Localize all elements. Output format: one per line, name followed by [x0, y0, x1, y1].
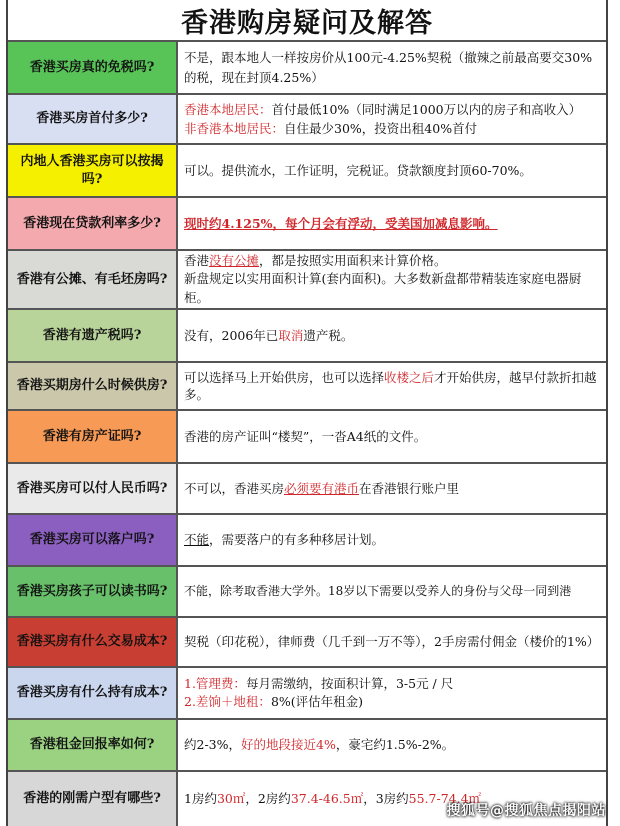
question-cell: 香港买房可以落户吗? — [8, 515, 178, 565]
faq-row-downpayment — [8, 95, 606, 145]
question-cell: 香港有遗产税吗? — [8, 310, 178, 361]
faq-row-transaction-cost — [8, 618, 606, 668]
faq-row-offplan — [8, 363, 606, 411]
answer-cell: 可以选择马上开始供房，也可以选择收楼之后才开始供房，越早付款折扣越多。 — [184, 369, 597, 402]
faq-row-deed — [8, 411, 606, 464]
question-cell: 香港买房首付多少? — [8, 95, 178, 143]
faq-row-holding-cost — [8, 668, 606, 720]
page-title: 香港购房疑问及解答 — [8, 0, 606, 42]
faq-row-inheritance — [8, 310, 606, 363]
faq-row-interest — [8, 198, 606, 251]
question-cell: 香港买房有什么交易成本? — [8, 618, 178, 666]
watermark: 搜狐号@搜狐焦点揭阳站 — [446, 803, 606, 819]
faq-row-rental-yield — [8, 720, 606, 772]
answer-cell: 香港没有公摊，都是按照实用面积来计算价格。 新盘规定以实用面积计算(套内面积)。大多数新盘都带精装连家庭电器厨柜。 — [184, 253, 582, 305]
faq-row-shared-area — [8, 251, 606, 310]
answer-cell: 不能，除考取香港大学外。18岁以下需要以受养人的身份与父母一同到港 — [184, 584, 572, 599]
question-cell: 香港买房有什么持有成本? — [8, 668, 178, 718]
answer-cell: 契税（印花税），律师费（几千到一万不等），2手房需付佣金（楼价的1%） — [184, 633, 600, 649]
faq-row-schooling — [8, 567, 606, 618]
answer-cell: 约2-3%，好的地段接近4%，豪宅约1.5%-2%。 — [184, 737, 455, 753]
faq-row-tax — [8, 42, 606, 95]
answer-cell: 香港的房产证叫“楼契”，一沓A4纸的文件。 — [184, 428, 427, 444]
question-cell: 香港买房孩子可以读书吗? — [8, 567, 178, 616]
answer-cell: 不能，需要落户的有多种移居计划。 — [184, 532, 385, 548]
answer-cell: 没有，2006年已取消遗产税。 — [184, 327, 354, 343]
question-cell: 香港有房产证吗? — [8, 411, 178, 462]
answer-cell: 香港本地居民：首付最低10%（同时满足1000万以内的房子和高收入） 非香港本地居民：自住最少30%，投资出租40%首付 — [184, 101, 582, 136]
faq-row-residency — [8, 515, 606, 567]
answer-cell: 不是，跟本地人一样按房价从100元-4.25%契税（撤辣之前最高要交30%的税，现在封顶4.25%） — [184, 50, 593, 85]
answer-cell: 1房约30㎡，2房约37.4-46.5㎡，3房约55.7-74.4㎡ — [184, 791, 482, 807]
question-cell: 香港租金回报率如何? — [8, 720, 178, 770]
answer-cell: 可以。提供流水，工作证明，完税证。贷款额度封顶60-70%。 — [184, 162, 532, 178]
answer-cell: 1.管理费：每月需缴纳，按面积计算，3-5元 / 尺 2.差饷＋地租：8%(评估年租金) — [184, 675, 454, 709]
answer-cell: 现时约4.125%，每个月会有浮动，受美国加减息影响。 — [184, 215, 498, 231]
question-cell: 香港现在贷款利率多少? — [8, 198, 178, 249]
question-cell: 香港买房可以付人民币吗? — [8, 464, 178, 513]
question-cell: 香港买房真的免税吗? — [8, 42, 178, 93]
faq-document — [6, 0, 608, 826]
faq-row-rmb — [8, 464, 606, 515]
question-cell: 香港的刚需户型有哪些? — [8, 772, 178, 826]
question-cell: 香港买期房什么时候供房? — [8, 363, 178, 409]
faq-row-mortgage — [8, 145, 606, 198]
answer-cell: 不可以，香港买房必须要有港币在香港银行账户里 — [184, 480, 460, 496]
question-cell: 内地人香港买房可以按揭吗? — [8, 145, 178, 196]
question-cell: 香港有公摊、有毛坯房吗? — [8, 251, 178, 308]
